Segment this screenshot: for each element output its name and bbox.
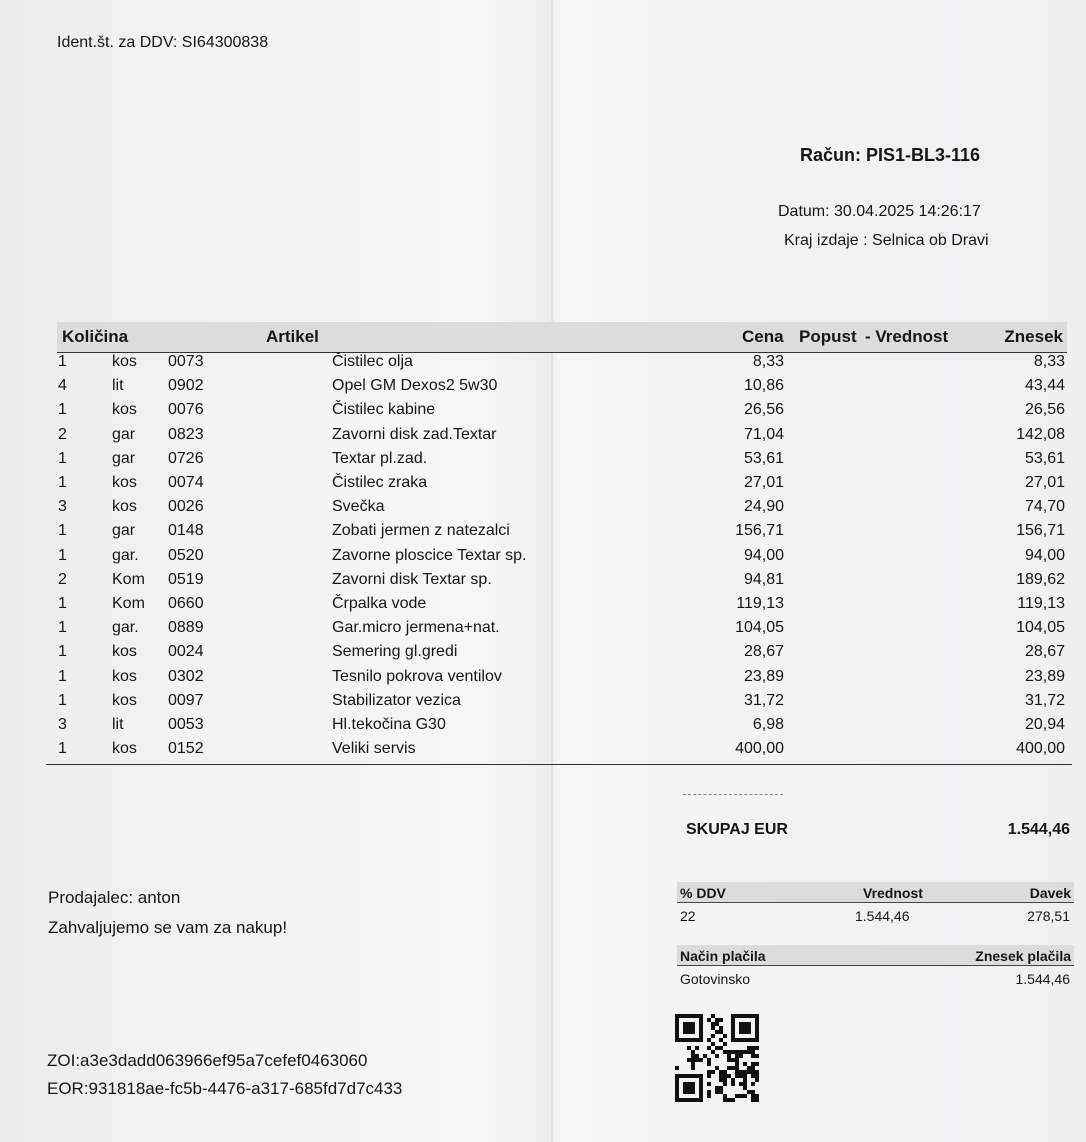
vat-header-tax: Davek xyxy=(1029,885,1071,901)
item-unit: Kom xyxy=(112,570,145,588)
item-code: 0889 xyxy=(168,619,204,637)
vat-base: 1.544,46 xyxy=(855,908,910,924)
salesperson: Prodajalec: anton xyxy=(48,888,181,907)
item-qty: 2 xyxy=(58,425,67,443)
item-total: 400,00 xyxy=(1016,740,1065,758)
payment-method: Gotovinsko xyxy=(680,971,751,987)
item-total: 74,70 xyxy=(1024,498,1065,516)
item-price: 23,89 xyxy=(743,667,784,685)
table-row xyxy=(0,398,1086,422)
table-row xyxy=(0,737,1086,761)
item-price: 26,56 xyxy=(743,401,784,419)
table-row xyxy=(0,713,1086,737)
table-row xyxy=(0,374,1086,398)
item-unit: kos xyxy=(112,401,137,419)
table-row xyxy=(0,689,1086,713)
table-row xyxy=(0,495,1086,519)
item-qty: 1 xyxy=(58,546,67,564)
item-unit: lit xyxy=(112,377,124,395)
item-qty: 2 xyxy=(58,570,67,588)
item-name: Čistilec kabine xyxy=(332,401,436,419)
item-name: Zavorni disk zad.Textar xyxy=(332,425,497,443)
item-qty: 1 xyxy=(58,619,67,637)
issue-place: Kraj izdaje : Selnica ob Dravi xyxy=(784,232,989,249)
item-name: Čistilec olja xyxy=(332,353,413,370)
table-row xyxy=(0,616,1086,640)
item-qty: 1 xyxy=(58,691,67,709)
item-total: 43,44 xyxy=(1024,377,1065,395)
header-amount: Znesek xyxy=(1004,327,1063,346)
table-row xyxy=(0,471,1086,495)
item-price: 156,71 xyxy=(735,522,784,540)
item-total: 8,33 xyxy=(1033,353,1065,370)
vat-table-header xyxy=(677,882,1074,903)
item-code: 0302 xyxy=(168,667,204,685)
item-code: 0053 xyxy=(168,716,204,733)
item-name: Textar pl.zad. xyxy=(332,449,428,467)
item-unit: kos xyxy=(112,667,137,685)
separator-dashes xyxy=(683,794,783,795)
item-price: 31,72 xyxy=(743,691,784,709)
item-total: 189,62 xyxy=(1016,570,1065,588)
item-code: 0660 xyxy=(168,595,204,612)
item-unit: lit xyxy=(112,716,124,733)
item-qty: 1 xyxy=(58,667,67,685)
item-total: 28,67 xyxy=(1024,643,1065,661)
item-code: 0902 xyxy=(168,377,204,395)
thank-you-note: Zahvaljujemo se vam za nakup! xyxy=(48,918,288,937)
item-unit: gar. xyxy=(112,546,139,564)
item-qty: 1 xyxy=(58,740,67,758)
item-code: 0148 xyxy=(168,522,204,540)
item-price: 28,67 xyxy=(743,643,784,661)
item-qty: 3 xyxy=(58,498,67,516)
item-qty: 3 xyxy=(58,716,67,733)
item-total: 20,94 xyxy=(1024,716,1065,733)
item-qty: 1 xyxy=(58,353,67,370)
item-name: Zobati jermen z natezalci xyxy=(332,522,510,540)
table-row xyxy=(0,519,1086,543)
item-code: 0097 xyxy=(168,691,204,709)
item-code: 0519 xyxy=(168,570,204,588)
item-code: 0076 xyxy=(168,401,204,419)
item-code: 0152 xyxy=(168,740,204,758)
table-row xyxy=(0,423,1086,447)
payment-table-header xyxy=(677,945,1074,966)
item-unit: Kom xyxy=(112,595,145,612)
table-row xyxy=(0,592,1086,616)
item-qty: 1 xyxy=(58,522,67,540)
items-table-bottom-rule xyxy=(46,764,1072,765)
item-unit: kos xyxy=(112,353,137,370)
header-article: Artikel xyxy=(266,327,319,346)
table-row xyxy=(0,544,1086,568)
item-price: 94,81 xyxy=(743,570,784,588)
item-code: 0823 xyxy=(168,425,204,443)
item-unit: gar xyxy=(112,449,136,467)
vat-header-rate: % DDV xyxy=(680,885,726,901)
item-unit: kos xyxy=(112,643,137,661)
item-total: 26,56 xyxy=(1024,401,1065,419)
qr-code-icon xyxy=(675,1014,759,1102)
item-name: Hl.tekočina G30 xyxy=(332,716,446,733)
total-value: 1.544,46 xyxy=(1007,821,1070,838)
items-table-header xyxy=(57,322,1067,353)
eor-code: EOR:931818ae-fc5b-4476-a317-685fd7d7c433 xyxy=(47,1079,403,1098)
item-name: Zavorni disk Textar sp. xyxy=(332,570,492,588)
header-quantity: Količina xyxy=(62,327,129,346)
item-name: Stabilizator vezica xyxy=(332,691,461,709)
item-name: Čistilec zraka xyxy=(332,474,428,491)
vat-rate: 22 xyxy=(680,908,696,924)
item-code: 0520 xyxy=(168,546,204,564)
item-name: Črpalka vode xyxy=(332,595,427,612)
item-price: 24,90 xyxy=(743,498,784,516)
item-price: 10,86 xyxy=(743,377,784,395)
item-code: 0726 xyxy=(168,449,204,467)
item-unit: gar. xyxy=(112,619,139,637)
header-discount: Popust xyxy=(799,327,857,346)
total-label: SKUPAJ EUR xyxy=(686,821,788,838)
header-price: Cena xyxy=(742,327,784,346)
item-price: 27,01 xyxy=(743,474,784,491)
item-price: 119,13 xyxy=(736,595,784,612)
item-total: 27,01 xyxy=(1024,474,1065,491)
item-unit: gar xyxy=(112,522,136,540)
item-code: 0026 xyxy=(168,498,204,516)
item-unit: gar xyxy=(112,425,136,443)
item-total: 31,72 xyxy=(1024,691,1065,709)
item-name: Zavorne ploscice Textar sp. xyxy=(332,546,527,564)
item-name: Svečka xyxy=(332,498,385,516)
vat-amount: 278,51 xyxy=(1027,908,1070,924)
item-name: Tesnilo pokrova ventilov xyxy=(332,667,502,685)
item-qty: 4 xyxy=(58,377,67,395)
item-total: 156,71 xyxy=(1016,522,1065,540)
item-unit: kos xyxy=(112,498,137,516)
table-row xyxy=(0,640,1086,664)
seller-tax-id: Ident.št. za DDV: SI64300838 xyxy=(57,34,269,51)
item-price: 94,00 xyxy=(743,546,784,564)
item-qty: 1 xyxy=(58,449,67,467)
item-name: Semering gl.gredi xyxy=(332,643,458,661)
table-row xyxy=(0,665,1086,689)
header-value: - Vrednost xyxy=(865,327,949,346)
item-total: 142,08 xyxy=(1016,425,1065,443)
item-price: 53,61 xyxy=(743,449,784,467)
item-name: Veliki servis xyxy=(332,740,416,758)
item-qty: 1 xyxy=(58,643,67,661)
payment-header-amount: Znesek plačila xyxy=(975,948,1071,964)
table-row xyxy=(0,447,1086,471)
item-total: 104,05 xyxy=(1016,619,1065,637)
table-row xyxy=(0,350,1086,374)
vat-header-base: Vrednost xyxy=(863,885,923,901)
item-name: Gar.micro jermena+nat. xyxy=(332,619,500,637)
zoi-code: ZOI:a3e3dadd063966ef95a7cefef0463060 xyxy=(47,1051,368,1070)
item-total: 119,13 xyxy=(1017,595,1065,612)
table-row xyxy=(0,568,1086,592)
item-price: 8,33 xyxy=(752,353,784,370)
item-total: 53,61 xyxy=(1024,449,1065,467)
item-code: 0073 xyxy=(168,353,204,370)
invoice-title: Račun: PIS1-BL3-116 xyxy=(800,145,981,165)
item-total: 94,00 xyxy=(1024,546,1065,564)
payment-amount: 1.544,46 xyxy=(1015,971,1070,987)
payment-header-method: Način plačila xyxy=(680,948,766,964)
item-price: 71,04 xyxy=(743,425,784,443)
item-name: Opel GM Dexos2 5w30 xyxy=(332,377,498,395)
item-unit: kos xyxy=(112,691,137,709)
item-code: 0074 xyxy=(168,474,204,491)
item-unit: kos xyxy=(112,474,137,491)
item-qty: 1 xyxy=(58,401,67,419)
item-code: 0024 xyxy=(168,643,204,661)
item-qty: 1 xyxy=(58,595,67,612)
item-total: 23,89 xyxy=(1024,667,1065,685)
item-price: 400,00 xyxy=(735,740,784,758)
item-price: 104,05 xyxy=(735,619,784,637)
item-qty: 1 xyxy=(58,474,67,491)
item-price: 6,98 xyxy=(752,716,784,733)
invoice-date: Datum: 30.04.2025 14:26:17 xyxy=(778,203,981,220)
item-unit: kos xyxy=(112,740,137,758)
